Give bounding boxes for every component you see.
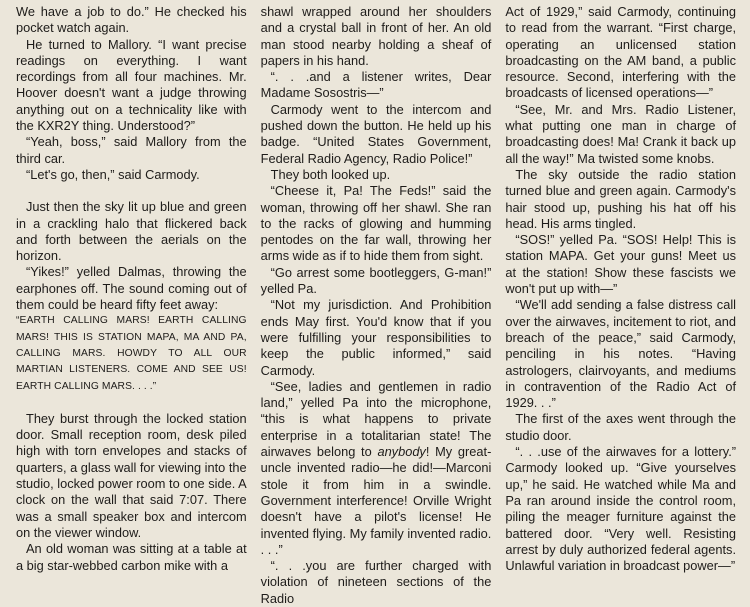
paragraph: “See, Mr. and Mrs. Radio Listener, what putting one man in charge of broadcasting does! Ma! Crank it back up all the way!” Ma twisted some knobs. bbox=[505, 101, 737, 166]
text-column-right bbox=[505, 4, 737, 574]
paragraph: “. . .and a listener writes, Dear Madame Sosostris—” bbox=[260, 69, 492, 101]
paragraph: “Yikes!” yelled Dalmas, throwing the earphones off. The sound coming out of them could be heard fifty feet away: bbox=[16, 264, 247, 313]
paragraph: “We'll add sending a false distress call over the airwaves, incitement to riot, and breach of the peace,” said Carmody, penciling in his notes. “Having astrologers, clairvoyants, and mediums in contravention of the Radio Act of 1929. . .” bbox=[505, 297, 737, 411]
paragraph: shawl wrapped around her shoulders and a crystal ball in front of her. An old man stood nearby holding a sheaf of papers in his hand. bbox=[260, 4, 492, 68]
paragraph: “Let's go, then,” said Carmody. bbox=[26, 166, 200, 182]
paragraph: “SOS!” yelled Pa. “SOS! Help! This is station MAPA. Get your guns! Meet us at the station! Show these fascists we won't put up with—” bbox=[505, 232, 737, 297]
paragraph: They burst through the locked station door. Small reception room, desk piled high with torn envelopes and stacks of quarters, a glass wall for viewing into the studio, locked power room to one side. A clock on the wall that said 7:07. There was a small speaker box and intercom on the viewer window. bbox=[16, 410, 247, 540]
paragraph: “Cheese it, Pa! The Feds!” said the woman, throwing off her shawl. She ran to the racks of glowing and humming pentodes on the far wall, throwing her arms wide as if to hide them from sight. bbox=[260, 183, 492, 264]
paragraph: Carmody went to the intercom and pushed down the button. He held up his badge. “United States Government, Federal Radio Agency, Radio Police!” bbox=[260, 101, 492, 166]
paragraph: “. . .you are further charged with violation of nineteen sections of the Radio bbox=[260, 558, 492, 606]
paragraph: He turned to Mallory. “I want precise readings on everything. I want recordings from all four machines. Mr. Hoover doesn't want a judge throwing anything out on a technicality like with the KXR2Y thing. Understood?” bbox=[16, 36, 247, 134]
paragraph: The first of the axes went through the studio door. bbox=[505, 411, 737, 443]
paragraph: They both looked up. bbox=[270, 166, 391, 182]
paragraph: “Go arrest some bootleggers, G-man!” yelled Pa. bbox=[260, 264, 492, 297]
paragraph: An old woman was sitting at a table at a big star-webbed carbon mike with a bbox=[16, 541, 247, 573]
text-column-left bbox=[16, 4, 247, 573]
paragraph: Just then the sky lit up blue and green in a crackling halo that flickered back and forth between the aerials on the horizon. bbox=[16, 199, 247, 264]
paragraph: “Yeah, boss,” said Mallory from the third car. bbox=[16, 134, 247, 166]
emphasized-word: anybody bbox=[377, 444, 426, 460]
paragraph: “Not my jurisdiction. And Prohibition ends May first. You'd know that if you were fulfilling your responsibilities to keep the public informed,” said Carmody. bbox=[260, 297, 492, 378]
radio-broadcast-quote: “EARTH CALLING MARS! EARTH CALLING MARS! THIS IS STATION MAPA, MA AND PA, CALLING MARS. HOWDY TO ALL OUR MARTIAN LISTENERS. COME AND SEE US! EARTH CALLING MARS. . . .” bbox=[16, 315, 247, 392]
paragraph: “. . .use of the airwaves for a lottery.” Carmody looked up. “Give yourselves up,” he said. He watched while Ma and Pa ran around inside the control room, piling the meager furniture against the battered door. “Very well. Resisting arrest by duly authorized federal agents. Unlawful variation in broadcast power—” bbox=[505, 444, 737, 574]
paragraph-text: “See, ladies and gentlemen in radio land,” yelled Pa into the microphone, “this is what happens to private enterprise in a totalitarian state! The airwaves belong to bbox=[260, 378, 492, 460]
paragraph bbox=[261, 379, 492, 558]
paragraph: We have a job to do.” He checked his pocket watch again. bbox=[16, 4, 247, 36]
text-column-middle bbox=[260, 4, 492, 606]
paragraph: Act of 1929,” said Carmody, continuing to read from the warrant. “First charge, operating an unlicensed station broadcasting on the AM band, a public resource. Second, interfering with the broadcasts of licensed operations—” bbox=[505, 4, 737, 101]
paragraph: The sky outside the radio station turned blue and green again. Carmody's hair stood up, pushing his hat off his head. His arms tingled. bbox=[505, 166, 737, 231]
paragraph-text: ! My great-uncle invented radio—he did!—Marconi stole it from him in a swindle. Government interference! Orville Wright doesn't have a pilot's license! He invented flying. My family invented radio. . . .” bbox=[260, 444, 492, 557]
